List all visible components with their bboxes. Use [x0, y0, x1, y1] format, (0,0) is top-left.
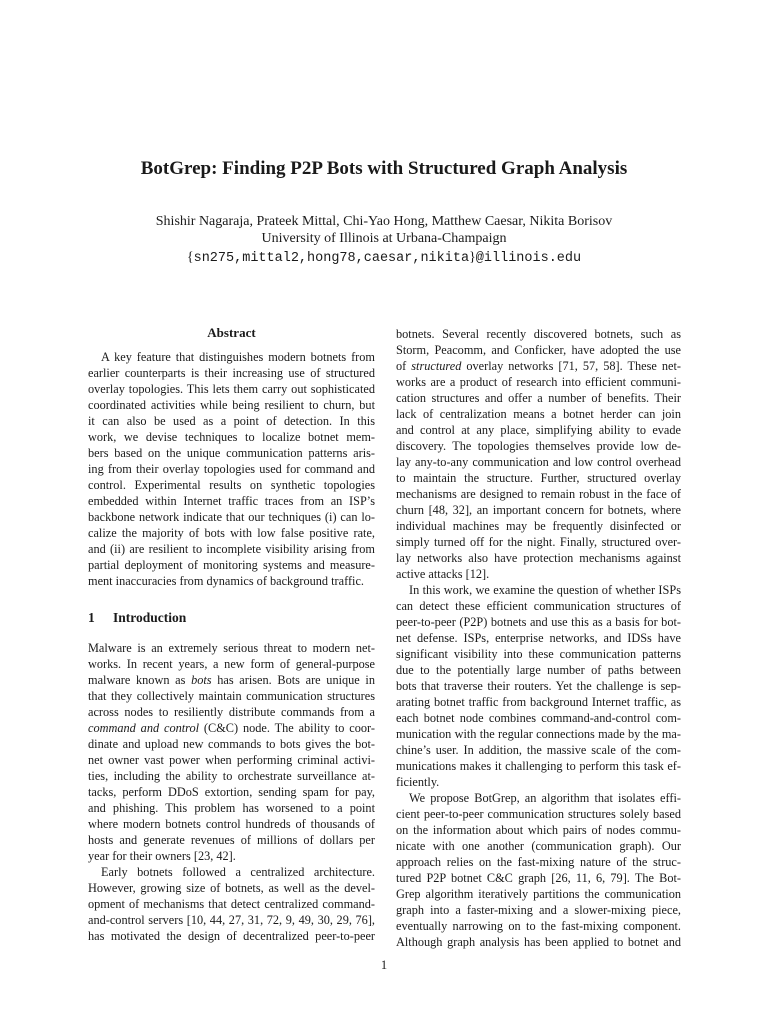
body-text: (C&C) node. The ability to coor- — [199, 721, 375, 735]
abstract-line: work, we devise techniques to localize botnet mem- — [88, 430, 375, 444]
emphasis-structured: structured — [411, 359, 462, 373]
abstract-line: earlier counterparts is their increasing use of structured — [88, 366, 375, 380]
body-line: and control at any place, simplifying ability to evade — [396, 423, 681, 437]
body-line: that they collectively maintain communication structures — [88, 689, 375, 703]
body-line: tacks, perform DDoS extortion, sending spam for pay, — [88, 785, 375, 799]
body-line: churn [48, 32], an important concern for botnets, where — [396, 503, 681, 517]
body-text: overlay networks [71, 57, 58]. These net- — [461, 359, 681, 373]
email-names: sn275,mittal2,hong78,caesar,nikita — [193, 251, 470, 266]
body-line: Early botnets followed a centralized architecture. — [101, 865, 375, 879]
author-list: Shishir Nagaraja, Prateek Mittal, Chi-Yao Hong, Matthew Caesar, Nikita Borisov — [155, 214, 613, 229]
emphasis-bots: bots — [191, 673, 212, 687]
body-line: approach relies on the fast-mixing nature of the struc- — [396, 855, 681, 869]
body-line: works are a product of research into efficient communi- — [396, 375, 681, 389]
body-line: to maintain the structure. Further, structured overlay — [396, 471, 681, 485]
body-line: tured P2P botnet C&C graph [26, 11, 6, 79]. The Bot- — [396, 871, 681, 885]
body-line: Although graph analysis has been applied to botnet and — [396, 935, 681, 949]
body-line: However, growing size of botnets, as well as the devel- — [88, 881, 375, 895]
body-line: and-control servers [10, 44, 27, 31, 72, 9, 49, 30, 29, 76], — [88, 913, 375, 927]
body-line: individual machines may be frequently disinfected or — [396, 519, 681, 533]
abstract-line: calize the majority of bots with low false positive rate, — [88, 526, 375, 540]
body-line: chine’s user. In addition, the massive scale of the com- — [396, 743, 681, 757]
body-line: has motivated the design of decentralized peer-to-peer — [88, 929, 375, 943]
body-line: In this work, we examine the question of whether ISPs — [409, 583, 681, 597]
right-column — [396, 326, 681, 950]
body-line: year for their owners [23, 42]. — [88, 849, 236, 863]
body-line: munications makes it challenging to perform this task ef- — [396, 759, 681, 773]
abstract-line: embedded within Internet traffic traces from an ISP’s — [88, 494, 375, 508]
body-line: due to the potentially large number of paths between — [396, 663, 681, 677]
email-domain: @illinois.edu — [475, 251, 582, 266]
abstract-heading: Abstract — [207, 325, 256, 340]
paper-title: BotGrep: Finding P2P Bots with Structured Graph Analysis — [140, 158, 628, 179]
body-line: bots that traverse their routers. Yet the challenge is sep- — [396, 679, 681, 693]
body-line: munication with the regular connections made by the ma- — [396, 727, 681, 741]
left-column — [88, 324, 375, 944]
body-line: active attacks [12]. — [396, 567, 490, 581]
body-line: We propose BotGrep, an algorithm that isolates effi- — [409, 791, 681, 805]
email-close-brace: } — [469, 250, 476, 265]
body-line: simply turned off for the night. Finally, structured over- — [396, 535, 681, 549]
body-text: malware known as — [88, 673, 192, 687]
intro-paragraph-3 — [396, 326, 681, 582]
abstract-line: ment inaccuracies from dynamics of background traffic. — [88, 574, 365, 588]
body-line: on the information about which pairs of nodes commu- — [396, 823, 681, 837]
body-line: botnets. Several recently discovered botnets, such as — [396, 327, 681, 341]
body-line: discovery. The topologies themselves provide low de- — [396, 439, 681, 453]
body-line — [88, 672, 375, 688]
intro-paragraph-2 — [88, 864, 375, 944]
author-block — [0, 213, 768, 247]
body-line: lay networks also have protection mechanisms against — [396, 551, 681, 565]
body-line: mechanisms are designed to remain robust in the face of — [396, 487, 681, 501]
body-line: arating botnet traffic from background Internet traffic, as — [396, 695, 681, 709]
body-line: where modern botnets control hundreds of thousands of — [88, 817, 375, 831]
body-line: significant visibility into these communication patterns — [396, 647, 681, 661]
body-text: has arisen. Bots are unique in — [211, 673, 375, 687]
abstract-line: bers based on the unique communication patterns aris- — [88, 446, 375, 460]
abstract-line: control. Experimental results on synthetic topologies — [88, 478, 375, 492]
body-line: opment of mechanisms that detect centralized command- — [88, 897, 375, 911]
body-line: dinate and upload new commands to bots gives the bot- — [88, 737, 375, 751]
body-line: lack of centralization means a botnet herder can join — [396, 407, 681, 421]
abstract-line: overlay topologies. This lets them carry out sophisticated — [88, 382, 375, 396]
abstract-line: and (ii) are resilient to incomplete visibility arising from — [88, 542, 375, 556]
emphasis-command-and-control: command and control — [88, 721, 200, 735]
body-line: cation structures and offer a number of benefits. Their — [396, 391, 681, 405]
body-line: across nodes to resiliently distribute commands from a — [88, 705, 375, 719]
email-line — [0, 249, 768, 268]
section-title: Introduction — [113, 610, 187, 625]
body-line: Storm, Peacomm, and Conficker, have adopted the use — [396, 343, 681, 357]
body-line: works. In recent years, a new form of general-purpose — [88, 657, 375, 671]
body-line: lay any-to-any communication and low control overhead — [396, 455, 681, 469]
body-line — [88, 720, 375, 736]
email-open-brace: { — [186, 250, 194, 265]
page-number: 1 — [380, 958, 388, 972]
intro-paragraph-5 — [396, 790, 681, 950]
abstract-line: backbone network indicate that our techniques (i) can lo- — [88, 510, 375, 524]
body-line: ties, including the ability to orchestrate surveillance at- — [88, 769, 375, 783]
body-line — [396, 358, 681, 374]
affiliation: University of Illinois at Urbana-Champaign — [261, 231, 507, 246]
abstract-body — [88, 349, 375, 589]
body-line: and phishing. This problem has worsened to a point — [88, 801, 375, 815]
intro-paragraph-4 — [396, 582, 681, 790]
body-line: peer-to-peer (P2P) botnets and use this as a basis for bot- — [396, 615, 681, 629]
body-line: Malware is an extremely serious threat to modern net- — [88, 641, 375, 655]
abstract-line: it can also be used as a point of detection. In this — [88, 414, 375, 428]
section-heading-introduction — [88, 609, 375, 627]
body-line: graph into a faster-mixing and a slower-mixing piece, — [396, 903, 681, 917]
body-line: net owner vast power when performing criminal activi- — [88, 753, 375, 767]
abstract-line: coordinated activities while being resilient to churn, but — [88, 398, 375, 412]
body-line: cient peer-to-peer communication structures solely based — [396, 807, 681, 821]
body-line: Grep algorithm iteratively partitions the communication — [396, 887, 681, 901]
abstract-line: A key feature that distinguishes modern botnets from — [101, 350, 375, 364]
body-line: eventually narrowing on to the fast-mixing component. — [396, 919, 681, 933]
section-number: 1 — [88, 610, 95, 625]
body-line: net defense. ISPs, enterprise networks, and IDSs have — [396, 631, 681, 645]
body-text: of — [396, 359, 412, 373]
body-line: ficiently. — [396, 775, 440, 789]
body-line: nicate with one another (communication graph). Our — [396, 839, 681, 853]
body-line: can detect these efficient communication structures of — [396, 599, 681, 613]
intro-paragraph-1 — [88, 640, 375, 864]
abstract-line: ing from their overlay topologies used for command and — [88, 462, 375, 476]
abstract-line: partial deployment of monitoring systems and measure- — [88, 558, 375, 572]
body-line: hosts and generate revenues of millions of dollars per — [88, 833, 375, 847]
body-line: each botnet node combines command-and-control com- — [396, 711, 681, 725]
